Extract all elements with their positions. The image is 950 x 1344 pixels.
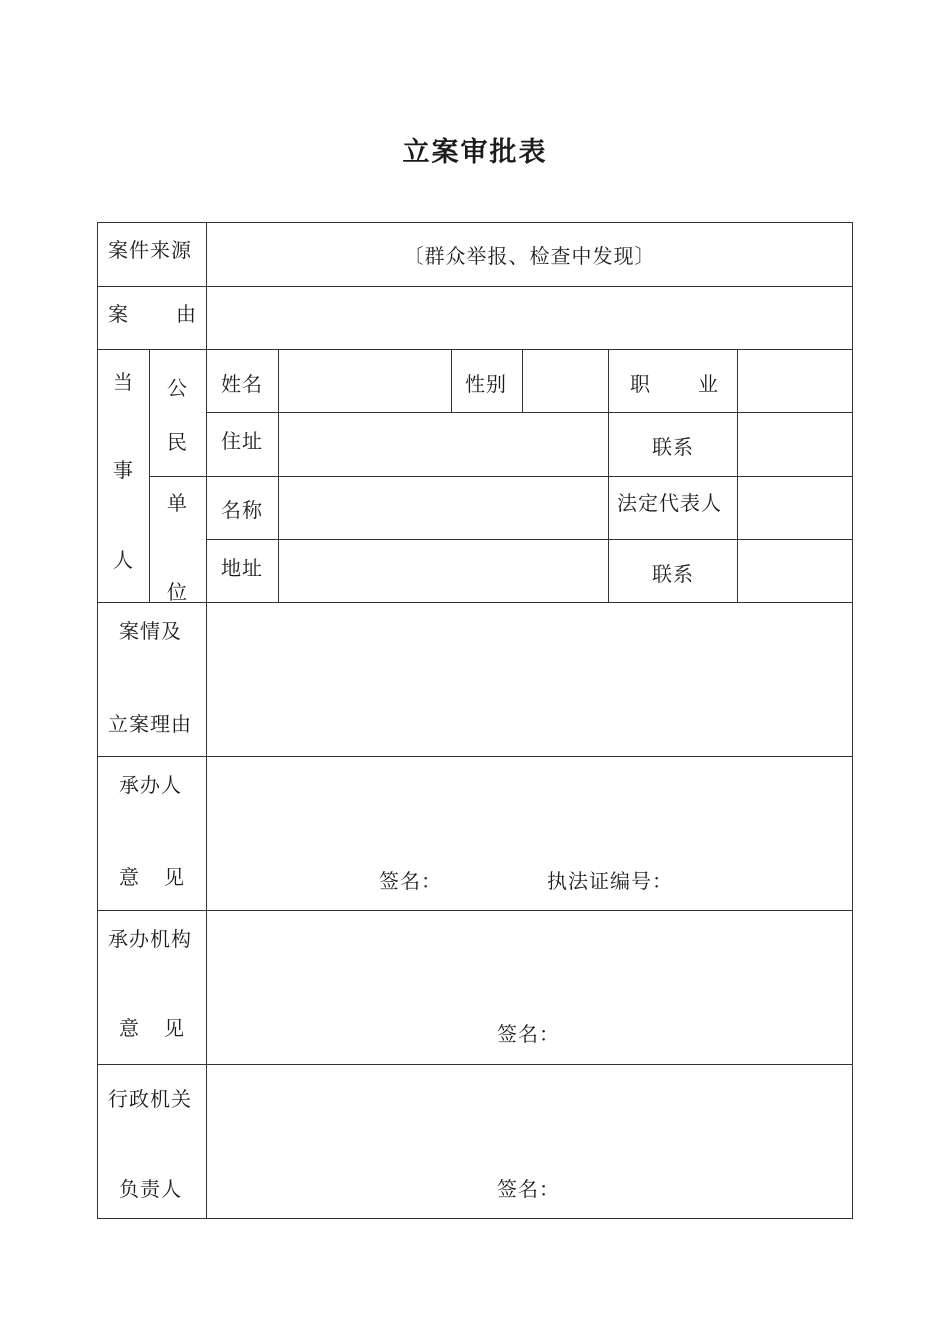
right-label-divider [608,349,609,602]
citizen-label-char: 公 [167,376,188,400]
unit-address-field[interactable] [279,540,608,602]
contact-field[interactable] [738,413,852,476]
case-cause-label-left: 案 [108,302,129,326]
unit-label-char: 单 [167,491,188,515]
handler-opinion-label: 承办人 [119,773,182,797]
case-reason-label: 立案理由 [108,712,192,736]
agency-opinion-field[interactable] [207,911,852,1011]
case-source-label: 案件来源 [108,238,192,262]
unit-name-field[interactable] [279,477,608,539]
case-cause-field[interactable] [207,287,852,349]
handler-opinion-label-right: 见 [164,865,185,889]
handler-opinion-field[interactable] [207,757,852,857]
unit-address-label: 地址 [221,556,263,580]
name-field[interactable] [279,350,450,412]
occupation-label-right: 业 [698,372,719,396]
handler-cert-no-label: 执法证编号： [547,869,673,893]
case-reason-label: 案情及 [119,619,182,643]
party-label-char: 人 [113,548,134,572]
party-label-char: 当 [113,370,134,394]
unit-name-label: 名称 [221,498,263,522]
citizen-label-char: 民 [167,430,188,454]
case-cause-label-right: 由 [176,302,197,326]
agency-signature-label: 签名： [497,1022,560,1046]
unit-label-char: 位 [167,580,188,604]
table-border-left [97,222,98,1219]
gender-field[interactable] [523,350,607,412]
party-label-char: 事 [113,458,134,482]
form-title: 立案审批表 [402,137,548,168]
chief-opinion-field[interactable] [207,1065,852,1165]
handler-opinion-label-left: 意 [119,865,140,889]
unit-contact-label: 联系 [652,562,694,586]
case-source-value: 〔群众举报、检查中发现〕 [403,244,656,268]
table-border-top [97,222,853,223]
name-label: 姓名 [221,372,263,396]
legal-rep-label: 法定代表人 [617,491,722,515]
chief-signature-label: 签名： [497,1177,560,1201]
agency-opinion-label-right: 见 [164,1016,185,1040]
agency-opinion-label: 承办机构 [108,927,192,951]
occupation-field[interactable] [738,350,852,412]
party-column-divider [149,349,150,602]
table-border-right [852,222,853,1219]
occupation-label-left: 职 [630,372,651,396]
agency-opinion-label-left: 意 [119,1016,140,1040]
case-reason-field[interactable] [207,603,852,756]
contact-label: 联系 [652,435,694,459]
handler-signature-label: 签名： [379,869,442,893]
gender-label: 性别 [465,372,507,396]
legal-rep-field[interactable] [738,477,852,539]
address-label: 住址 [221,429,263,453]
unit-contact-field[interactable] [738,540,852,602]
table-border-bottom [97,1218,853,1219]
chief-label: 行政机关 [108,1087,192,1111]
gender-column-divider [451,349,452,412]
address-field[interactable] [279,413,608,476]
chief-label: 负责人 [119,1177,182,1201]
